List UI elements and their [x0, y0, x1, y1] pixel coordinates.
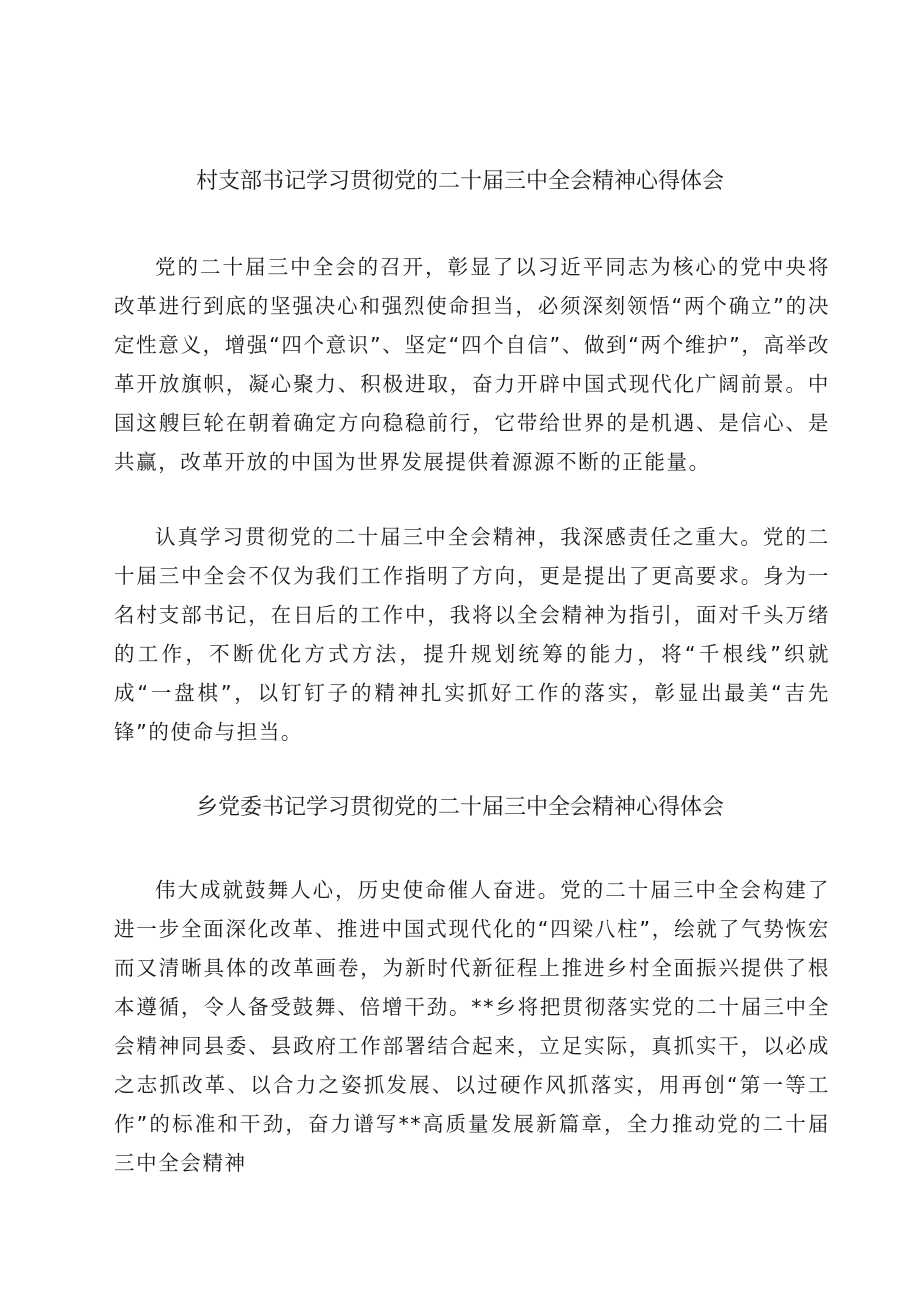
section-title-township-secretary: 乡党委书记学习贯彻党的二十届三中全会精神心得体会: [195, 795, 724, 820]
paragraph: 党的二十届三中全会的召开，彰显了以习近平同志为核心的党中央将改革进行到底的坚强决心和强烈使命担当，必须深刻领悟“两个确立”的决定性意义，增强“四个意识”、坚定“四个自信”、做到“两个维护”，高举改革开放旗帜，凝心聚力、积极进取，奋力开辟中国式现代化广阔前景。中国这艘巨轮在朝着确定方向稳稳前行，它带给世界的是机遇、是信心、是共赢，改革开放的中国为世界发展提供着源源不断的正能量。: [114, 255, 830, 474]
paragraph: 伟大成就鼓舞人心，历史使命催人奋进。党的二十届三中全会构建了进一步全面深化改革、推进中国式现代化的“四梁八柱”，绘就了气势恢宏而又清晰具体的改革画卷，为新时代新征程上推进乡村全面振兴提供了根本遵循，令人备受鼓舞、倍增干劲。**乡将把贯彻落实党的二十届三中全会精神同县委、县政府工作部署结合起来，立足实际，真抓实干，以必成之志抓改革、以合力之姿抓发展、以过硬作风抓落实，用再创“第一等工作”的标准和干劲，奋力谱写**高质量发展新篇章，全力推动党的二十届三中全会精神: [114, 878, 830, 1175]
section-title-village-secretary: 村支部书记学习贯彻党的二十届三中全会精神心得体会: [195, 169, 724, 194]
paragraph: 认真学习贯彻党的二十届三中全会精神，我深感责任之重大。党的二十届三中全会不仅为我们工作指明了方向，更是提出了更高要求。身为一名村支部书记，在日后的工作中，我将以全会精神为指引，面对千头万绪的工作，不断优化方式方法，提升规划统筹的能力，将“千根线”织就成“一盘棋”，以钉钉子的精神扎实抓好工作的落实，彰显出最美“吉先锋”的使命与担当。: [114, 525, 830, 744]
